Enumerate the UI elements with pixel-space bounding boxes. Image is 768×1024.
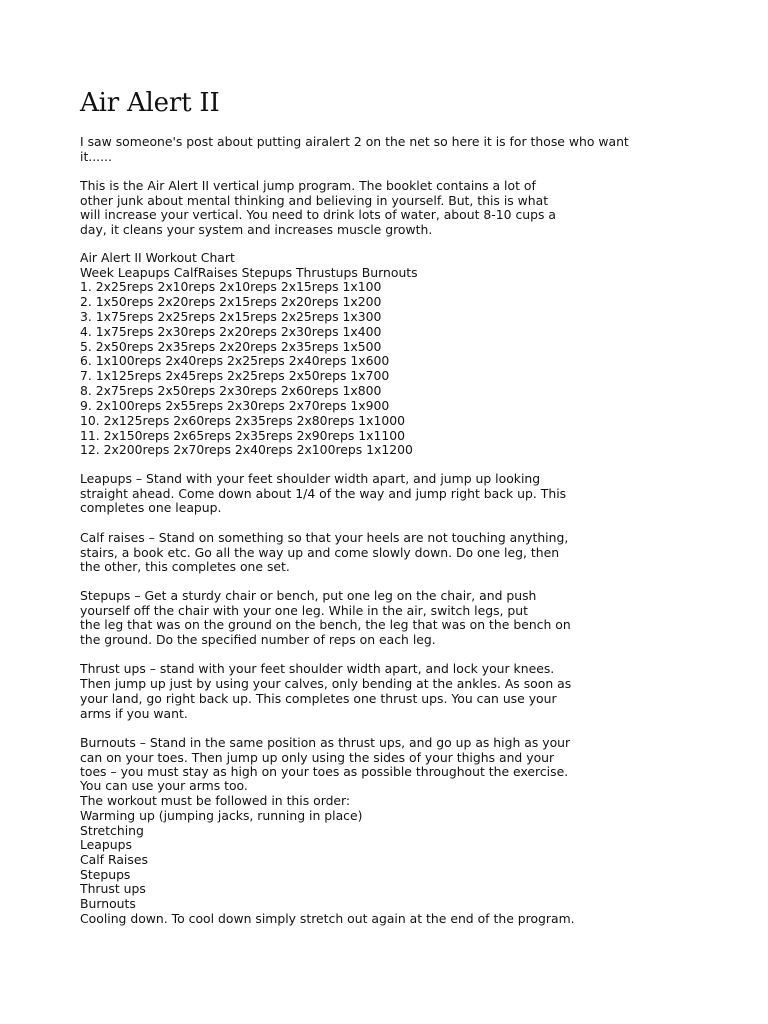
workout-order-item: Warming up (jumping jacks, running in place)	[80, 808, 363, 823]
leapups-description: straight ahead. Come down about 1/4 of the way and jump right back up. This	[80, 486, 567, 501]
workout-order-item: Thrust ups	[80, 881, 146, 896]
stepups-description: the ground. Do the specified number of reps on each leg.	[80, 632, 436, 647]
thrust-ups-description: arms if you want.	[80, 706, 188, 721]
document-title: Air Alert II	[80, 88, 220, 118]
workout-chart-row: 5. 2x50reps 2x35reps 2x20reps 2x35reps 1x500	[80, 339, 382, 354]
stepups-description: the leg that was on the ground on the bench, the leg that was on the bench on	[80, 617, 571, 632]
workout-order-item: Calf Raises	[80, 852, 148, 867]
stepups-description: Stepups – Get a sturdy chair or bench, put one leg on the chair, and push	[80, 588, 537, 603]
stepups-description: yourself off the chair with your one leg. While in the air, switch legs, put	[80, 603, 528, 618]
burnouts-description: You can use your arms too.	[80, 778, 248, 793]
description-line: day, it cleans your system and increases muscle growth.	[80, 222, 433, 237]
thrust-ups-description: Thrust ups – stand with your feet shoulder width apart, and lock your knees.	[80, 661, 555, 676]
intro-line: it......	[80, 149, 112, 164]
workout-chart-row: 4. 1x75reps 2x30reps 2x20reps 2x30reps 1x400	[80, 324, 382, 339]
workout-chart-row: 11. 2x150reps 2x65reps 2x35reps 2x90reps 1x1100	[80, 428, 406, 443]
workout-chart-row: 3. 1x75reps 2x25reps 2x15reps 2x25reps 1x300	[80, 309, 382, 324]
thrust-ups-description: your land, go right back up. This completes one thrust ups. You can use your	[80, 691, 557, 706]
description-line: This is the Air Alert II vertical jump program. The booklet contains a lot of	[80, 178, 536, 193]
leapups-description: completes one leapup.	[80, 500, 222, 515]
workout-order-item: Stepups	[80, 867, 131, 882]
workout-chart-row: 7. 1x125reps 2x45reps 2x25reps 2x50reps 1x700	[80, 368, 390, 383]
workout-chart-row: 1. 2x25reps 2x10reps 2x10reps 2x15reps 1x100	[80, 279, 382, 294]
workout-chart-row: 6. 1x100reps 2x40reps 2x25reps 2x40reps 1x600	[80, 353, 390, 368]
description-line: other junk about mental thinking and believing in yourself. But, this is what	[80, 193, 549, 208]
workout-order-item: Leapups	[80, 837, 132, 852]
workout-order-item: Burnouts	[80, 896, 136, 911]
workout-chart-row: 2. 1x50reps 2x20reps 2x15reps 2x20reps 1x200	[80, 294, 382, 309]
workout-order-item: Cooling down. To cool down simply stretch out again at the end of the program.	[80, 911, 575, 926]
workout-chart-row: 10. 2x125reps 2x60reps 2x35reps 2x80reps 1x1000	[80, 413, 406, 428]
burnouts-description: Burnouts – Stand in the same position as thrust ups, and go up as high as your	[80, 735, 571, 750]
workout-chart-heading: Air Alert II Workout Chart	[80, 250, 235, 265]
leapups-description: Leapups – Stand with your feet shoulder width apart, and jump up looking	[80, 471, 541, 486]
calf-raises-description: Calf raises – Stand on something so that your heels are not touching anything,	[80, 530, 569, 545]
calf-raises-description: the other, this completes one set.	[80, 559, 290, 574]
calf-raises-description: stairs, a book etc. Go all the way up and come slowly down. Do one leg, then	[80, 545, 560, 560]
burnouts-description: can on your toes. Then jump up only using the sides of your thighs and your	[80, 750, 555, 765]
workout-chart-columns: Week Leapups CalfRaises Stepups Thrustups Burnouts	[80, 265, 418, 280]
description-line: will increase your vertical. You need to drink lots of water, about 8-10 cups a	[80, 207, 556, 222]
workout-chart-row: 12. 2x200reps 2x70reps 2x40reps 2x100reps 1x1200	[80, 442, 413, 457]
workout-order-heading: The workout must be followed in this order:	[80, 793, 351, 808]
intro-line: I saw someone's post about putting airalert 2 on the net so here it is for those who want	[80, 134, 629, 149]
thrust-ups-description: Then jump up just by using your calves, only bending at the ankles. As soon as	[80, 676, 572, 691]
burnouts-description: toes – you must stay as high on your toes as possible throughout the exercise.	[80, 764, 569, 779]
workout-chart-row: 8. 2x75reps 2x50reps 2x30reps 2x60reps 1x800	[80, 383, 382, 398]
workout-chart-row: 9. 2x100reps 2x55reps 2x30reps 2x70reps 1x900	[80, 398, 390, 413]
workout-order-item: Stretching	[80, 823, 144, 838]
